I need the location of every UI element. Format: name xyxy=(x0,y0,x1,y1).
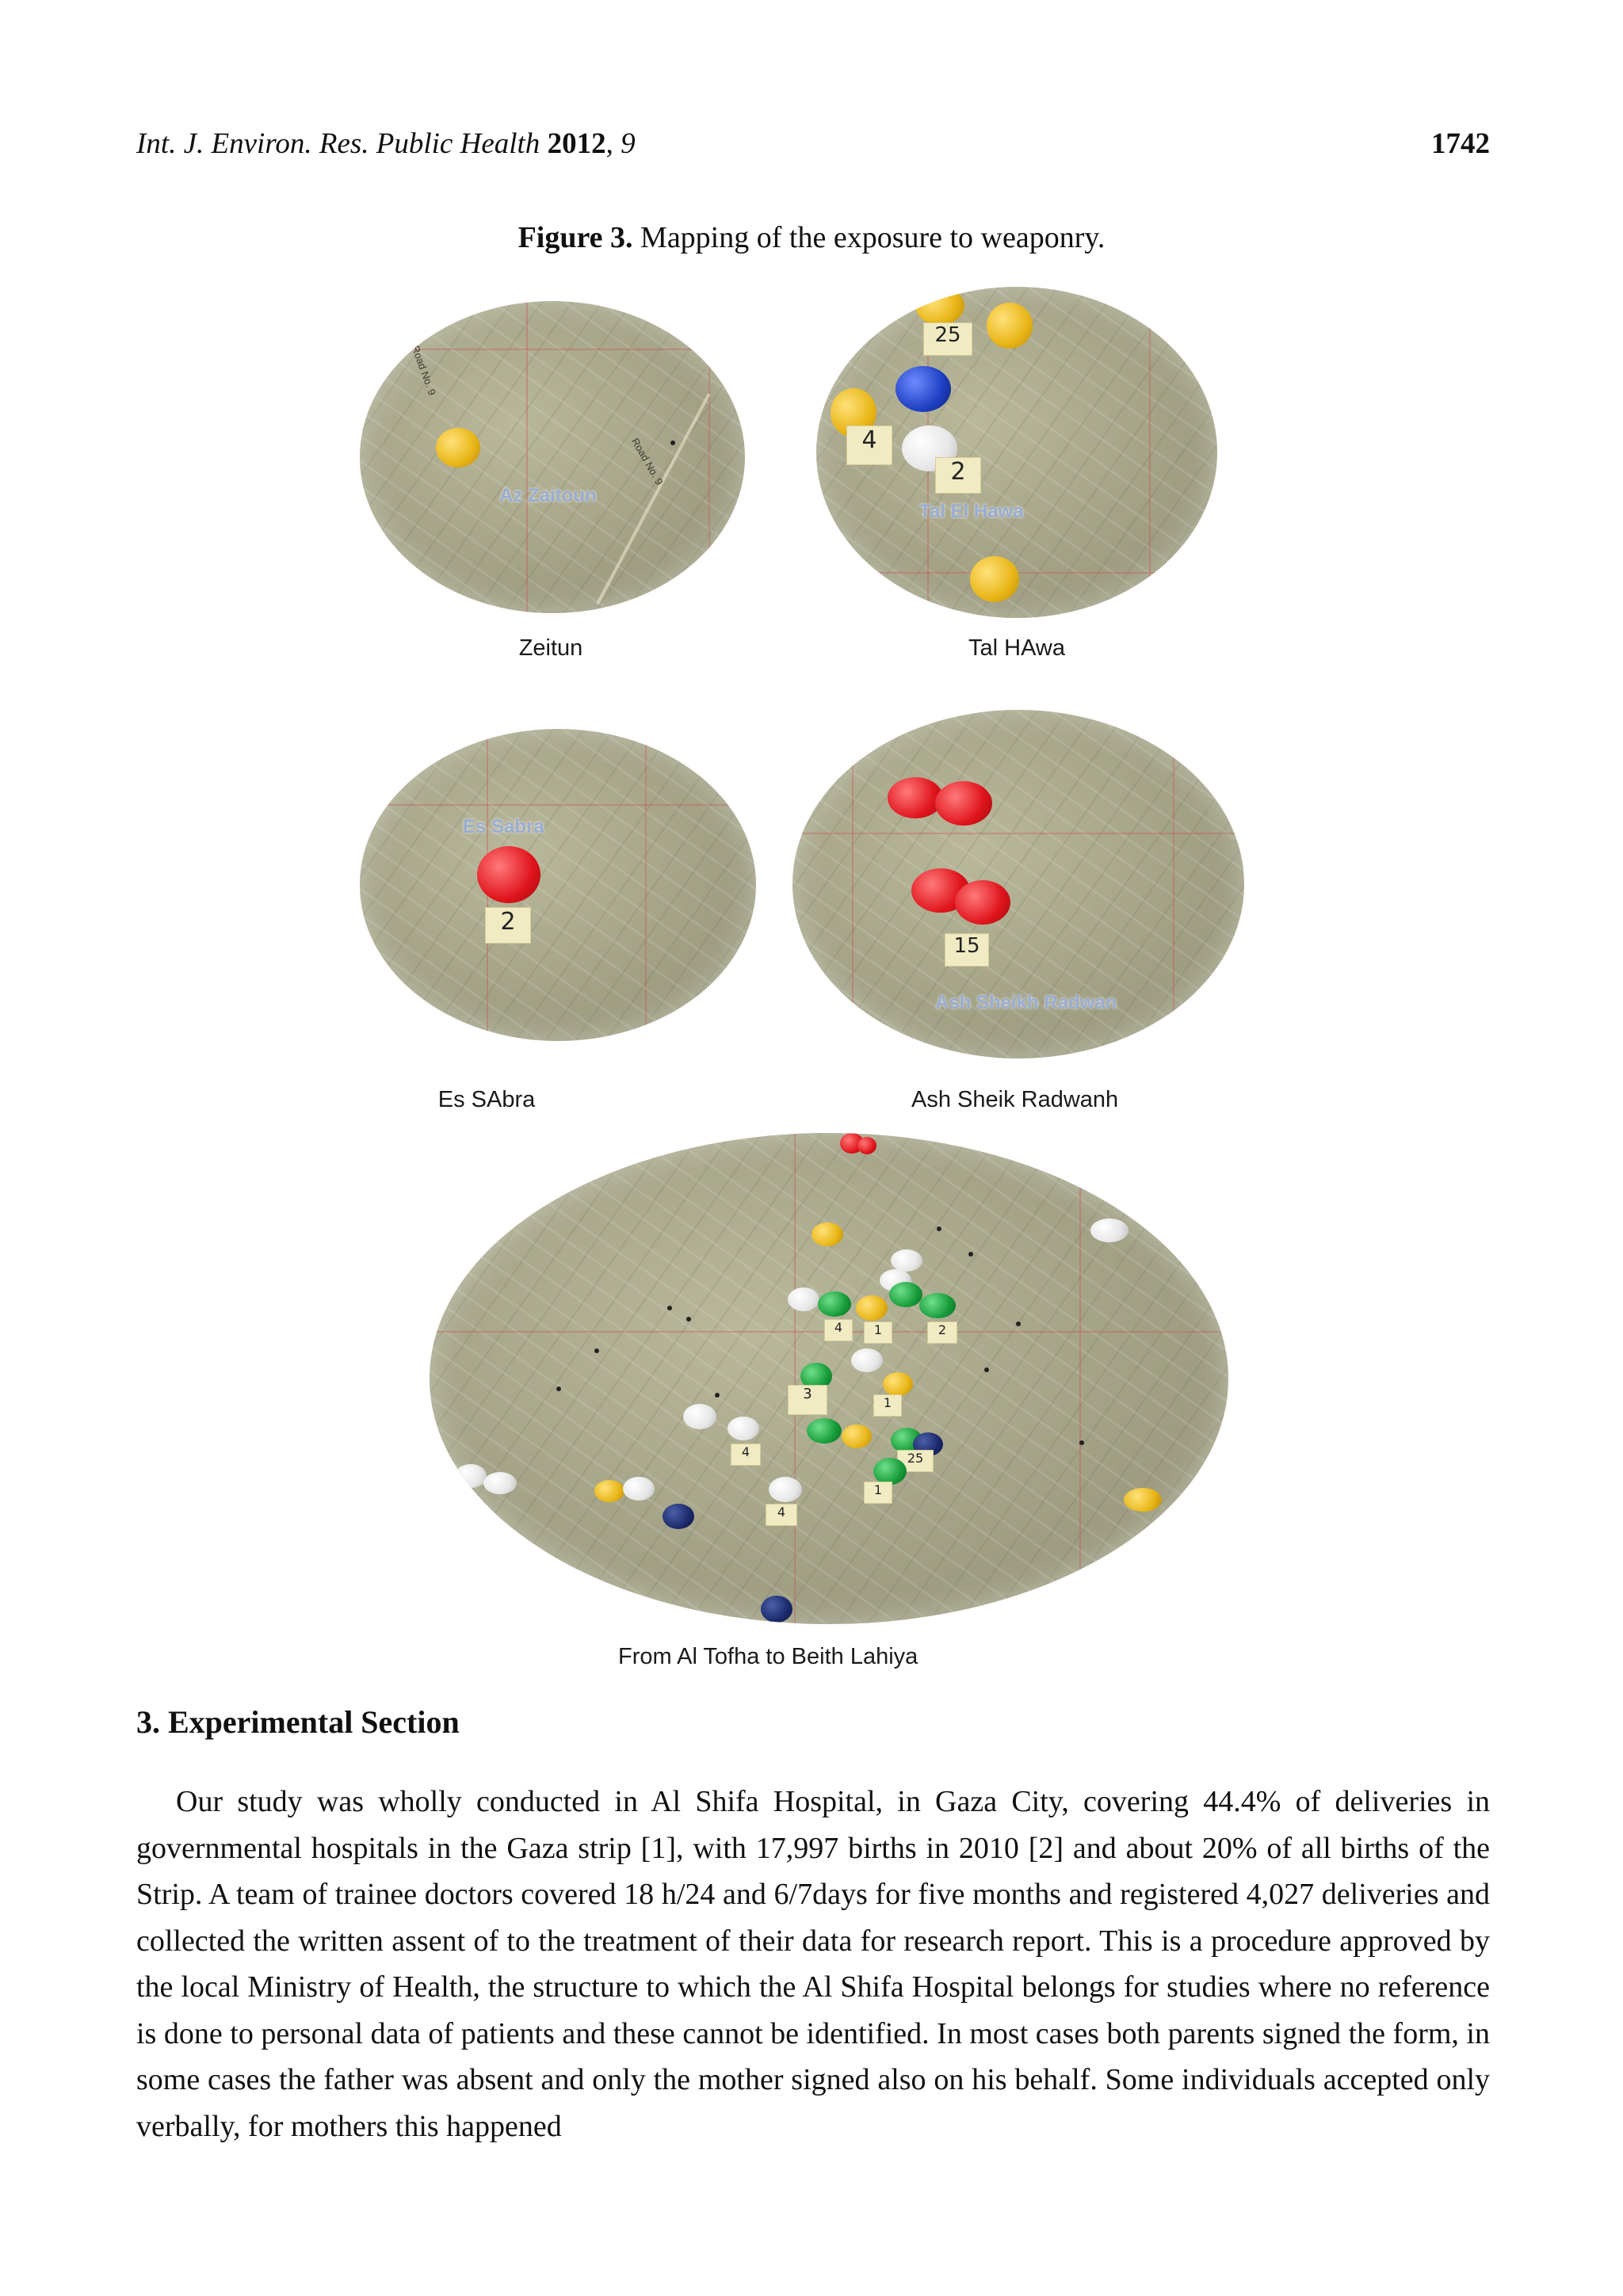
yellow-pin xyxy=(436,428,480,467)
white-pin xyxy=(623,1477,655,1501)
panel-label-es-sabra: Es SAbra xyxy=(437,1087,536,1112)
count-tag: 4 xyxy=(824,1319,853,1341)
yellow-pin xyxy=(1124,1488,1162,1512)
yellow-pin xyxy=(856,1295,888,1321)
white-pin xyxy=(727,1417,759,1440)
map-tal-hawa xyxy=(816,287,1217,618)
count-tag: 1 xyxy=(873,1394,902,1417)
page-number: 1742 xyxy=(1431,128,1490,160)
map-es-sabra xyxy=(360,729,756,1041)
white-pin xyxy=(851,1348,883,1372)
map-marker-x xyxy=(670,441,675,445)
count-tag: 25 xyxy=(923,322,972,356)
count-tag: 3 xyxy=(788,1385,827,1415)
yellow-pin xyxy=(594,1480,624,1502)
navy-pin xyxy=(663,1504,694,1529)
count-tag: 4 xyxy=(766,1504,797,1526)
map-al-tofha xyxy=(430,1133,1228,1624)
map-place-label: Az Zaitoun xyxy=(499,485,597,506)
white-pin xyxy=(769,1477,802,1502)
figure-3 xyxy=(357,277,1268,1672)
count-tag: 2 xyxy=(935,457,981,494)
white-pin xyxy=(483,1472,517,1494)
map-zeitun xyxy=(360,301,745,613)
white-pin xyxy=(891,1249,922,1272)
red-pin xyxy=(888,777,943,818)
green-pin xyxy=(873,1458,907,1485)
yellow-pin xyxy=(812,1222,843,1246)
red-pin xyxy=(955,880,1010,925)
green-pin xyxy=(919,1293,956,1318)
count-tag: 1 xyxy=(864,1482,892,1504)
road-label: Road No. 9 xyxy=(409,344,439,397)
green-pin xyxy=(807,1418,842,1444)
panel-label-al-tofha: From Al Tofha to Beith Lahiya xyxy=(618,1644,918,1669)
road-label: Road No. 9 xyxy=(628,436,666,487)
yellow-pin xyxy=(842,1425,872,1448)
yellow-pin xyxy=(987,303,1033,349)
map-place-label: Tal El Hawa xyxy=(919,501,1024,522)
body-paragraph: Our study was wholly conducted in Al Shifa Hospital, in Gaza City, covering 44.4% of deliveries in governmental hospitals in the Gaza strip [1], with 17,997 births in 2010 [2] and about 20% of all births of the Strip. A team of trainee doctors covered 18 h/24 and 6/7days for five months and registered 4,027 deliveries and collected the written assent of to the treatment of their data for research report. This is a procedure approved by the local Ministry of Health, the structure to which the Al Shifa Hospital belongs for studies where no reference is done to personal data of patients and these cannot be identified. In most cases both parents signed the form, in some cases the father was absent and only the mother signed also on his behalf. Some individuals accepted only verbally, for mothers this happened xyxy=(136,1785,1490,2143)
section-heading: 3. Experimental Section xyxy=(136,1704,460,1740)
count-tag: 2 xyxy=(927,1322,957,1344)
journal-volume: 9 xyxy=(621,128,636,160)
journal-citation xyxy=(136,127,636,161)
count-tag: 1 xyxy=(864,1322,892,1344)
white-pin xyxy=(1090,1219,1128,1242)
navy-pin xyxy=(761,1596,792,1623)
white-pin xyxy=(788,1287,819,1311)
panel-label-ash-sheik-radwan: Ash Sheik Radwanh xyxy=(911,1087,1119,1112)
panel-label-zeitun: Zeitun xyxy=(518,635,583,661)
green-pin xyxy=(889,1282,922,1307)
blue-pin xyxy=(896,366,951,412)
yellow-pin xyxy=(915,287,964,325)
count-tag: 25 xyxy=(897,1450,934,1472)
count-tag: 4 xyxy=(731,1444,761,1466)
red-pin xyxy=(477,846,540,903)
white-pin xyxy=(455,1464,487,1488)
journal-year: 2012 xyxy=(547,128,606,160)
running-header xyxy=(136,127,1490,166)
figure-caption xyxy=(0,220,1623,255)
map-ash-sheik-radwan xyxy=(792,710,1244,1058)
count-tag: 15 xyxy=(945,933,989,967)
yellow-pin xyxy=(883,1372,913,1396)
map-place-label: Ash Sheikh Radwan xyxy=(935,992,1117,1013)
green-pin xyxy=(818,1291,851,1317)
red-pin xyxy=(857,1137,876,1154)
count-tag: 4 xyxy=(846,425,892,465)
map-place-label: Es Sabra xyxy=(463,816,544,837)
figure-caption-label: Figure 3. xyxy=(517,221,633,254)
journal-name: Int. J. Environ. Res. Public Health xyxy=(136,128,540,160)
white-pin xyxy=(683,1404,716,1429)
yellow-pin xyxy=(970,556,1019,602)
panel-label-tal-hawa: Tal HAwa xyxy=(968,635,1065,661)
count-tag: 2 xyxy=(485,907,531,944)
citation-separator: , xyxy=(605,128,621,160)
figure-caption-text: Mapping of the exposure to weaponry. xyxy=(632,221,1106,254)
red-pin xyxy=(935,781,992,826)
